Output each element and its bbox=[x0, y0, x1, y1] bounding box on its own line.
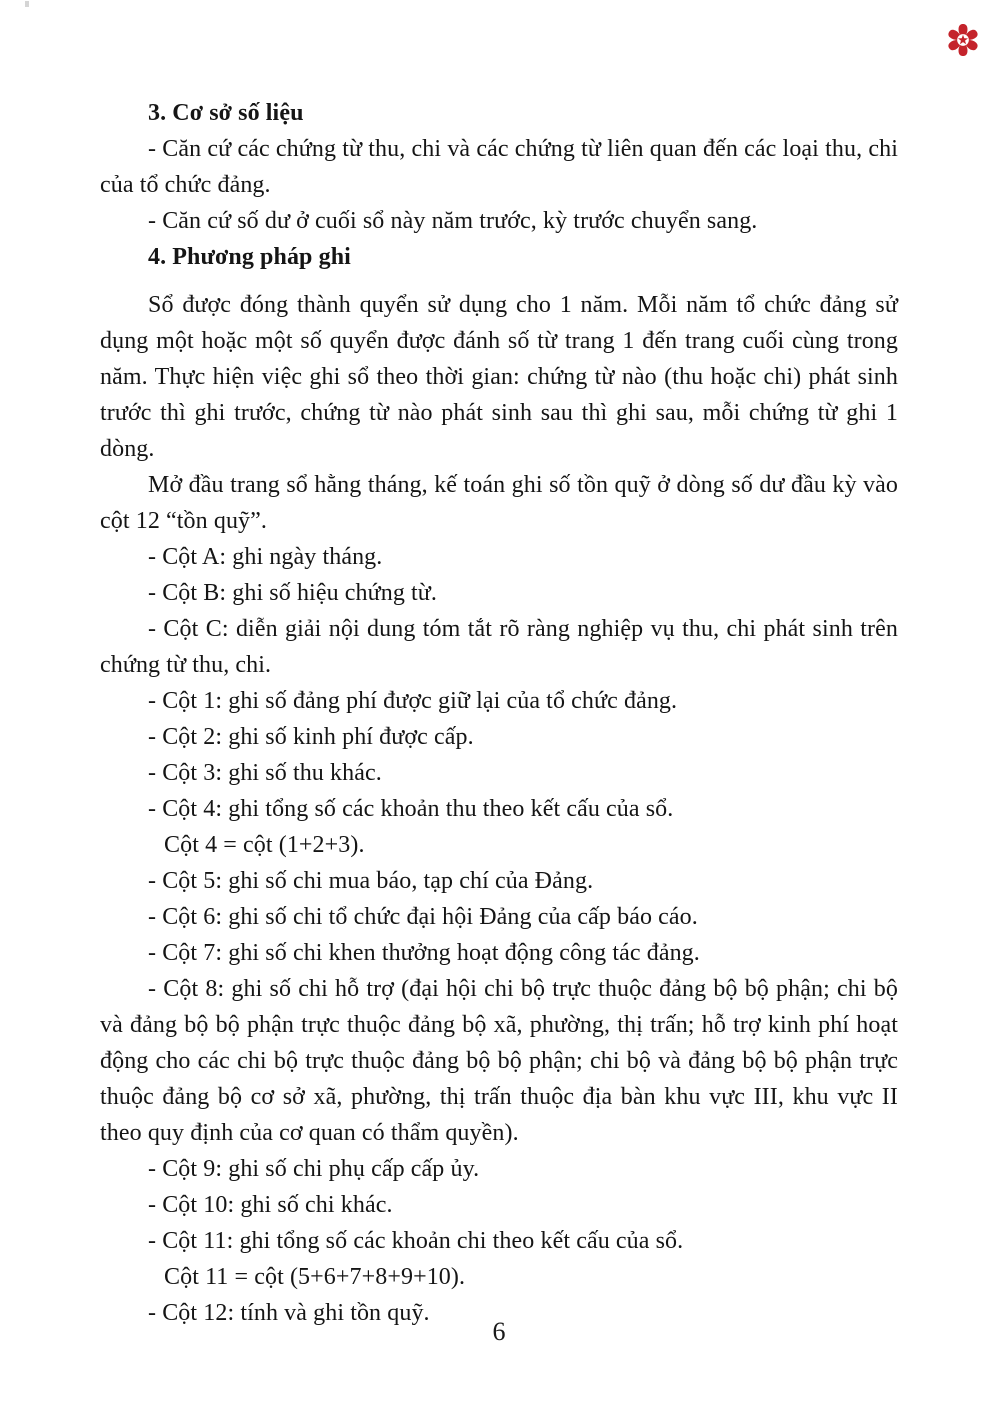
page-body-text bbox=[100, 95, 898, 1331]
list-item: - Cột B: ghi số hiệu chứng từ. bbox=[148, 580, 438, 606]
list-item: - Cột 7: ghi số chi khen thưởng hoạt động công tác đảng. bbox=[148, 940, 700, 966]
paragraph: Sổ được đóng thành quyển sử dụng cho 1 năm. Mỗi năm tổ chức đảng sử dụng một hoặc một số quyển được đánh số từ trang 1 đến trang cuối cùng trong năm. Thực hiện việc ghi sổ theo thời gian: chứng từ nào (thu hoặc chi) phát sinh trước thì ghi trước, chứng từ nào phát sinh sau thì ghi sau, mỗi chứng từ ghi 1 dòng. bbox=[100, 292, 898, 462]
section-heading: 3. Cơ sở số liệu bbox=[148, 100, 304, 126]
list-item: - Cột 8: ghi số chi hỗ trợ (đại hội chi bộ trực thuộc đảng bộ bộ phận; chi bộ và đảng bộ bộ phận trực thuộc đảng bộ xã, phường, thị trấn; hỗ trợ kinh phí hoạt động cho các chi bộ trực thuộc đảng bộ bộ phận; chi bộ và đảng bộ bộ phận trực thuộc đảng bộ cơ sở xã, phường, thị trấn thuộc địa bàn khu vực III, khu vực II theo quy định của cơ quan có thẩm quyền). bbox=[100, 976, 898, 1146]
paragraph: - Căn cứ các chứng từ thu, chi và các chứng từ liên quan đến các loại thu, chi của tổ chức đảng. bbox=[100, 136, 898, 198]
list-item: - Cột 12: tính và ghi tồn quỹ. bbox=[148, 1300, 430, 1326]
list-item: - Cột 10: ghi số chi khác. bbox=[148, 1192, 393, 1218]
page-number: 6 bbox=[492, 1317, 506, 1346]
print-speck bbox=[25, 1, 29, 7]
formula-line: Cột 11 = cột (5+6+7+8+9+10). bbox=[164, 1264, 466, 1290]
list-item: - Cột 3: ghi số thu khác. bbox=[148, 760, 382, 786]
list-item: - Cột 2: ghi số kinh phí được cấp. bbox=[148, 724, 474, 750]
list-item: - Cột 9: ghi số chi phụ cấp cấp ủy. bbox=[148, 1156, 480, 1182]
list-item: - Cột 11: ghi tổng số các khoản chi theo kết cấu của sổ. bbox=[148, 1228, 684, 1254]
list-item: - Cột A: ghi ngày tháng. bbox=[148, 544, 383, 570]
paragraph: Mở đầu trang sổ hằng tháng, kế toán ghi số tồn quỹ ở dòng số dư đầu kỳ vào cột 12 “tồn quỹ”. bbox=[100, 472, 898, 534]
list-item: - Cột 1: ghi số đảng phí được giữ lại của tổ chức đảng. bbox=[148, 688, 678, 714]
paragraph: - Căn cứ số dư ở cuối sổ này năm trước, kỳ trước chuyển sang. bbox=[148, 208, 758, 234]
list-item: - Cột 5: ghi số chi mua báo, tạp chí của Đảng. bbox=[148, 868, 594, 894]
list-item: - Cột 4: ghi tổng số các khoản thu theo kết cấu của sổ. bbox=[148, 796, 674, 822]
formula-line: Cột 4 = cột (1+2+3). bbox=[164, 832, 365, 858]
list-item: - Cột 6: ghi số chi tổ chức đại hội Đảng của cấp báo cáo. bbox=[148, 904, 698, 930]
list-item: - Cột C: diễn giải nội dung tóm tắt rõ ràng nghiệp vụ thu, chi phát sinh trên chứng từ thu, chi. bbox=[100, 616, 898, 678]
section-heading: 4. Phương pháp ghi bbox=[148, 244, 351, 270]
party-flower-icon bbox=[946, 23, 980, 57]
